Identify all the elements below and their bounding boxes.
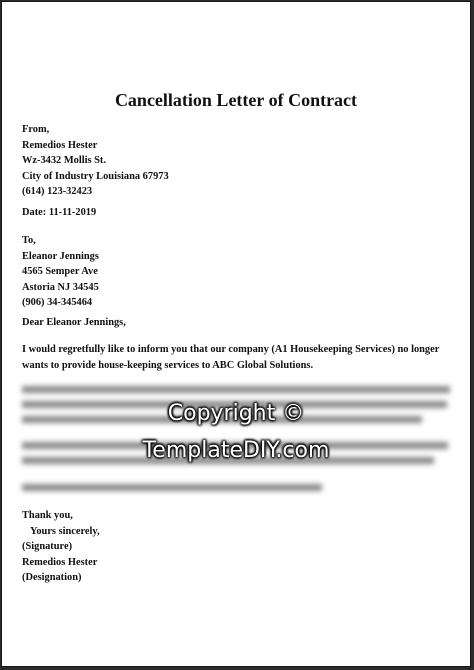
closing-designation: (Designation) [22,572,82,584]
sender-address-line2: City of Industry Louisiana 67973 [22,170,169,182]
recipient-phone: (906) 34-345464 [22,297,93,309]
closing-block [22,508,452,586]
salutation-text: Dear Eleanor Jennings, [22,317,126,328]
document-title: Cancellation Letter of Contract [114,90,358,110]
closing-signoff: Yours sincerely, [30,525,100,537]
intro-paragraph [22,342,452,373]
closing-signature: (Signature) [22,541,73,553]
closing-name: Remedios Hester [22,556,98,568]
recipient-heading: To, [22,235,36,246]
sender-address-line1: Wz-3432 Mollis St. [22,155,106,167]
sender-phone: (614) 123-32423 [22,186,93,198]
recipient-name: Eleanor Jennings [22,250,99,262]
closing-thanks: Thank you, [22,510,73,521]
date-line [22,205,452,221]
sender-name: Remedios Hester [22,139,98,151]
recipient-address-line2: Astoria NJ 34545 [22,281,99,293]
blurred-paragraph-3 [22,480,452,499]
sender-heading: From, [22,124,50,135]
recipient-block [22,233,452,311]
letter-page [2,2,470,666]
sender-block [22,122,452,200]
recipient-address-line1: 4565 Semper Ave [22,266,98,278]
salutation [22,315,452,331]
watermark-line2: TemplateDIY.com [142,438,330,463]
watermark-line1: Copyright © [167,401,305,426]
date-text: Date: 11-11-2019 [22,207,97,218]
intro-paragraph-text: I would regretfully like to inform you that our company (A1 Housekeeping Services) no longer wants to provide house-keeping services to ABC Global Solutions. [22,344,440,371]
